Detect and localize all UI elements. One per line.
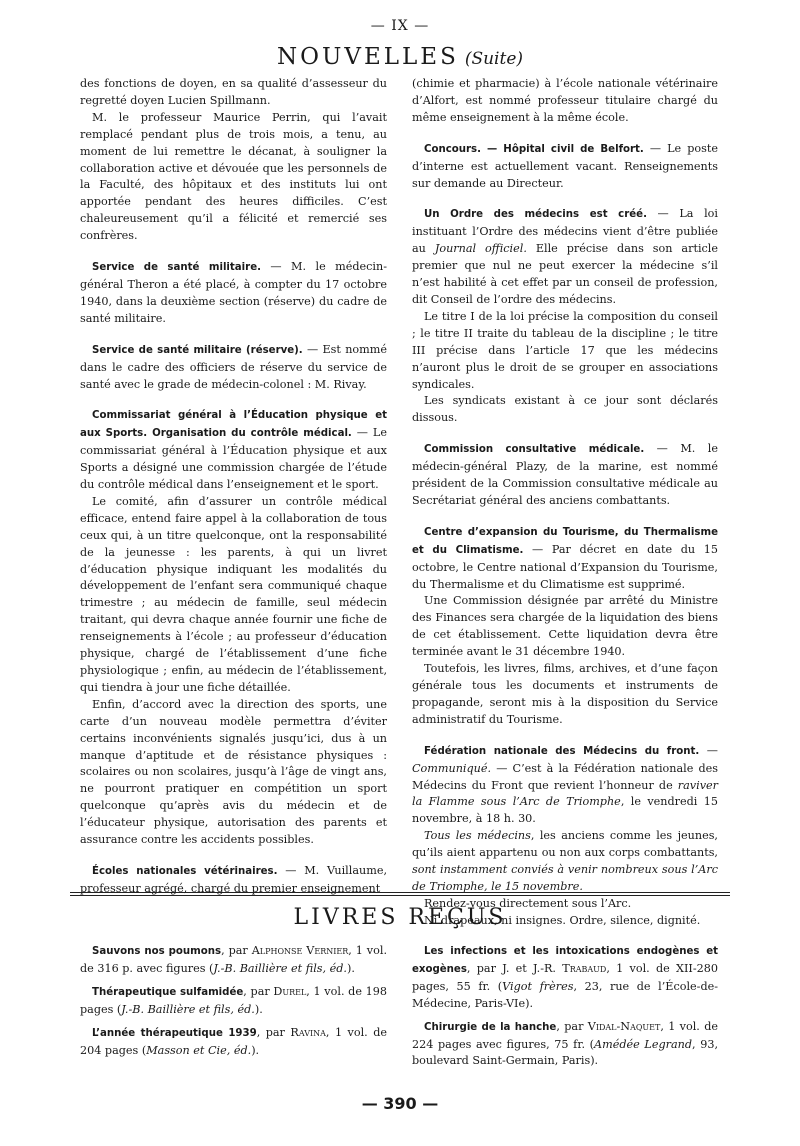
paragraph bbox=[412, 828, 718, 896]
journal-title: Journal officiel. bbox=[434, 242, 527, 256]
item-heading: Service de santé militaire (réserve). bbox=[92, 344, 303, 356]
item-text: — La loi instituant l’Ordre des médecins vient d’être publiée au bbox=[412, 207, 718, 256]
paragraph: Les syndicats existant à ce jour sont déclarés dissous. bbox=[412, 394, 718, 425]
item-text: — M. le médecin-général Plazy, de la marine, est nommé président de la Commission consultative médicale au Secrétariat général des anciens combattants. bbox=[412, 442, 718, 507]
item-text: — C’est à la Fédération nationale des Médecins du Front que revient l’honneur de bbox=[412, 761, 718, 792]
paragraph: Rendez-vous directement sous l’Arc. bbox=[424, 896, 632, 910]
book-text: ). bbox=[346, 961, 355, 975]
news-item bbox=[412, 743, 718, 829]
book-text: ). bbox=[251, 1043, 260, 1057]
item-text: , les anciens comme les jeunes, qu’ils aient appartenu ou non aux corps combattants, bbox=[412, 829, 718, 860]
book-text: , 93, boulevard Saint-Germain, Paris). bbox=[412, 1037, 719, 1068]
italic-phrase: Tous les médecins bbox=[424, 829, 531, 843]
book-author: Alphonse Vernier bbox=[251, 944, 349, 957]
italic-phrase: raviver la Flamme sous l’Arc de Triomphe bbox=[412, 778, 718, 809]
item-heading: Commissariat général à l’Éducation physique et aux Sports. Organisation du contrôle médical. bbox=[80, 410, 387, 440]
section-divider bbox=[70, 895, 730, 896]
book-entry bbox=[412, 1019, 718, 1071]
news-item bbox=[412, 524, 718, 594]
item-text: , le vendredi 15 novembre, à 18 h. 30. bbox=[412, 795, 718, 826]
section-title bbox=[0, 44, 800, 70]
book-text: , par bbox=[243, 984, 274, 998]
books-left-column bbox=[80, 943, 387, 1065]
book-publisher: Amédée Legrand bbox=[594, 1037, 692, 1051]
book-text: ). bbox=[254, 1002, 263, 1016]
book-text: , par bbox=[221, 944, 252, 957]
books-right-column bbox=[412, 943, 718, 1076]
news-item bbox=[80, 407, 387, 494]
page-number: — 390 — bbox=[361, 1094, 439, 1113]
news-item bbox=[412, 206, 718, 308]
book-author: Ravina bbox=[290, 1025, 326, 1039]
roman-page-marker: — IX — bbox=[370, 18, 430, 34]
book-title: Thérapeutique sulfamidée bbox=[92, 986, 244, 998]
book-entry bbox=[80, 984, 387, 1019]
news-item bbox=[412, 141, 718, 193]
book-entry bbox=[80, 1025, 387, 1060]
book-publisher: J.-B. Baillière et fils, éd. bbox=[213, 961, 347, 975]
paragraph: Toutefois, les livres, films, archives, et d’une façon générale tous les documents et instruments de propagande, seront mis à la disposition du Service administratif du Tourisme. bbox=[412, 662, 718, 726]
item-heading: Centre d’expansion du Tourisme, du Thermalisme et du Climatisme. bbox=[412, 526, 718, 556]
item-heading: Un Ordre des médecins est créé. bbox=[424, 209, 647, 221]
item-heading: Commission consultative médicale. bbox=[424, 444, 645, 456]
book-text: , 1 vol. de 198 pages ( bbox=[80, 984, 387, 1016]
news-item bbox=[412, 441, 718, 510]
item-text: Elle précise dans son article premier que nul ne peut exercer la médecine s’il n’est habilité à cet effet par un conseil de profession, dit Conseil de l’ordre des médecins. bbox=[412, 242, 718, 306]
book-entry bbox=[80, 943, 387, 978]
paragraph: Le comité, afin d’assurer un contrôle médical efficace, entend faire appel à la collaboration de tous ceux qui, à un titre quelconque, ont la responsabilité de la jeunesse : les parents, à qui un livret d’éducation physique indiquant les modalités du développement de l’enfant sera communiqué chaque trimestre ; au médecin de famille, seul médecin traitant, qui devra chaque année fournir une fiche de renseignements à l’école ; au professeur d’éducation physique, chargé de l’établissement d’une fiche physiologique ; enfin, au médecin de l’établissement, qui tiendra à jour une fiche détaillée. bbox=[80, 494, 387, 694]
book-publisher: Vigot frères bbox=[502, 979, 574, 993]
book-text: , par J. et J.-R. bbox=[466, 961, 563, 975]
book-text: , 1 vol. de XII-280 pages, 55 fr. ( bbox=[412, 961, 718, 993]
book-title: Sauvons nos poumons bbox=[92, 946, 222, 957]
book-entry bbox=[412, 943, 718, 1013]
item-text: — M. le médecin-général Theron a été placé, à compter du 17 octobre 1940, dans la deuxième section (réserve) du cadre de santé militaire. bbox=[80, 260, 387, 325]
right-column bbox=[412, 76, 718, 930]
item-text: — Par décret en date du 15 octobre, le Centre national d’Expansion du Tourisme, du Thermalisme et du Climatisme est supprimé. bbox=[412, 542, 718, 591]
book-title: L’année thérapeutique 1939 bbox=[92, 1027, 257, 1039]
book-author: Trabaud bbox=[562, 961, 607, 975]
paragraph: des fonctions de doyen, en sa qualité d’assesseur du regretté doyen Lucien Spillmann. bbox=[80, 77, 387, 107]
suite-label: (Suite) bbox=[464, 49, 524, 69]
paragraph: Enfin, d’accord avec la direction des sports, une carte d’un nouveau modèle permettra d’éviter certains inconvénients signalés jusqu’ici, dus à un manque d’aptitude et de résistance physiques : scolaires ou non scolaires, jusqu’à l’âge de vingt ans, ne pourront pratiquer en compétition un sport quelconque qu’après avis du médecin et de l’éducateur physique, autorisation des parents et assurance contre les accidents possibles. bbox=[80, 697, 387, 847]
item-heading: Service de santé militaire. bbox=[92, 262, 261, 274]
paragraph: M. le professeur Maurice Perrin, qui l’avait remplacé pendant plus de trois mois, a tenu, au moment de lui remettre le décanat, à souligner la collaboration active et dévouée que les personnels de la Faculté, des hôpitaux et des instituts lui ont apportée pendant des heures difficiles. C’est chaleureusement qu’il a félicité et remercié ses confrères. bbox=[80, 110, 387, 243]
item-heading: Concours. — Hôpital civil de Belfort. bbox=[424, 143, 644, 155]
livres-recus-heading: LIVRES REÇUS bbox=[293, 905, 507, 930]
communique-label: Communiqué. bbox=[412, 761, 492, 775]
book-text: , 1 vol. de 224 pages avec figures, 75 fr. ( bbox=[412, 1019, 718, 1051]
item-text: — Est nommé dans le cadre des officiers de réserve du service de santé avec le grade de médecin-colonel : M. Rivay. bbox=[80, 342, 387, 391]
paragraph: Le titre I de la loi précise la composition du conseil ; le titre II traite du tableau de la discipline ; le titre III précise dans l’article 17 que les médecins n’auront plus le droit de se grouper en associations syndicales. bbox=[412, 309, 718, 391]
book-author: Durel bbox=[273, 984, 307, 998]
item-heading: Écoles nationales vétérinaires. bbox=[92, 865, 278, 877]
item-text: — bbox=[699, 743, 718, 757]
book-text: , 1 vol. de 204 pages ( bbox=[80, 1025, 387, 1057]
book-title: Chirurgie de la hanche bbox=[424, 1021, 557, 1033]
item-text: — M. Vuillaume, professeur agrégé, chargé du premier enseignement bbox=[80, 863, 387, 895]
item-heading: Fédération nationale des Médecins du front. bbox=[424, 745, 700, 757]
italic-phrase: sont instamment conviés à venir nombreux sous l’Arc de Triomphe, le 15 novembre. bbox=[412, 863, 718, 893]
left-column bbox=[80, 76, 387, 898]
book-publisher: Masson et Cie, éd. bbox=[146, 1043, 252, 1057]
news-item bbox=[80, 259, 387, 328]
paragraph: Une Commission désignée par arrêté du Ministre des Finances sera chargée de la liquidation des biens de cet établissement. Cette liquidation devra être terminée avant le 31 décembre 1940. bbox=[412, 594, 718, 659]
item-text: — Le poste d’interne est actuellement vacant. Renseignements sur demande au Directeur. bbox=[412, 141, 718, 190]
book-text: , par bbox=[556, 1019, 588, 1033]
news-item bbox=[80, 342, 387, 394]
book-author: Vidal-Naquet bbox=[587, 1019, 661, 1033]
book-title: Les infections et les intoxications endogènes et exogènes bbox=[412, 946, 718, 975]
book-text: , par bbox=[256, 1025, 291, 1039]
paragraph: (chimie et pharmacie) à l’école nationale vétérinaire d’Alfort, est nommé professeur titulaire chargé du même enseignement à la même école. bbox=[412, 77, 718, 124]
nouvelles-heading: NOUVELLES bbox=[276, 44, 459, 70]
section-divider bbox=[70, 892, 730, 893]
paragraph: Ni drapeaux, ni insignes. Ordre, silence, dignité. bbox=[424, 913, 701, 927]
book-text: , 23, rue de l’École-de-Médecine, Paris-VIe). bbox=[412, 979, 719, 1010]
book-publisher: J.-B. Baillière et fils, éd. bbox=[121, 1002, 255, 1016]
book-text: , 1 vol. de 316 p. avec figures ( bbox=[80, 944, 387, 975]
item-text: — Le commissariat général à l’Éducation physique et aux Sports a désigné une commission chargée de l’étude du contrôle médical dans l’enseignement et le sport. bbox=[80, 426, 387, 492]
